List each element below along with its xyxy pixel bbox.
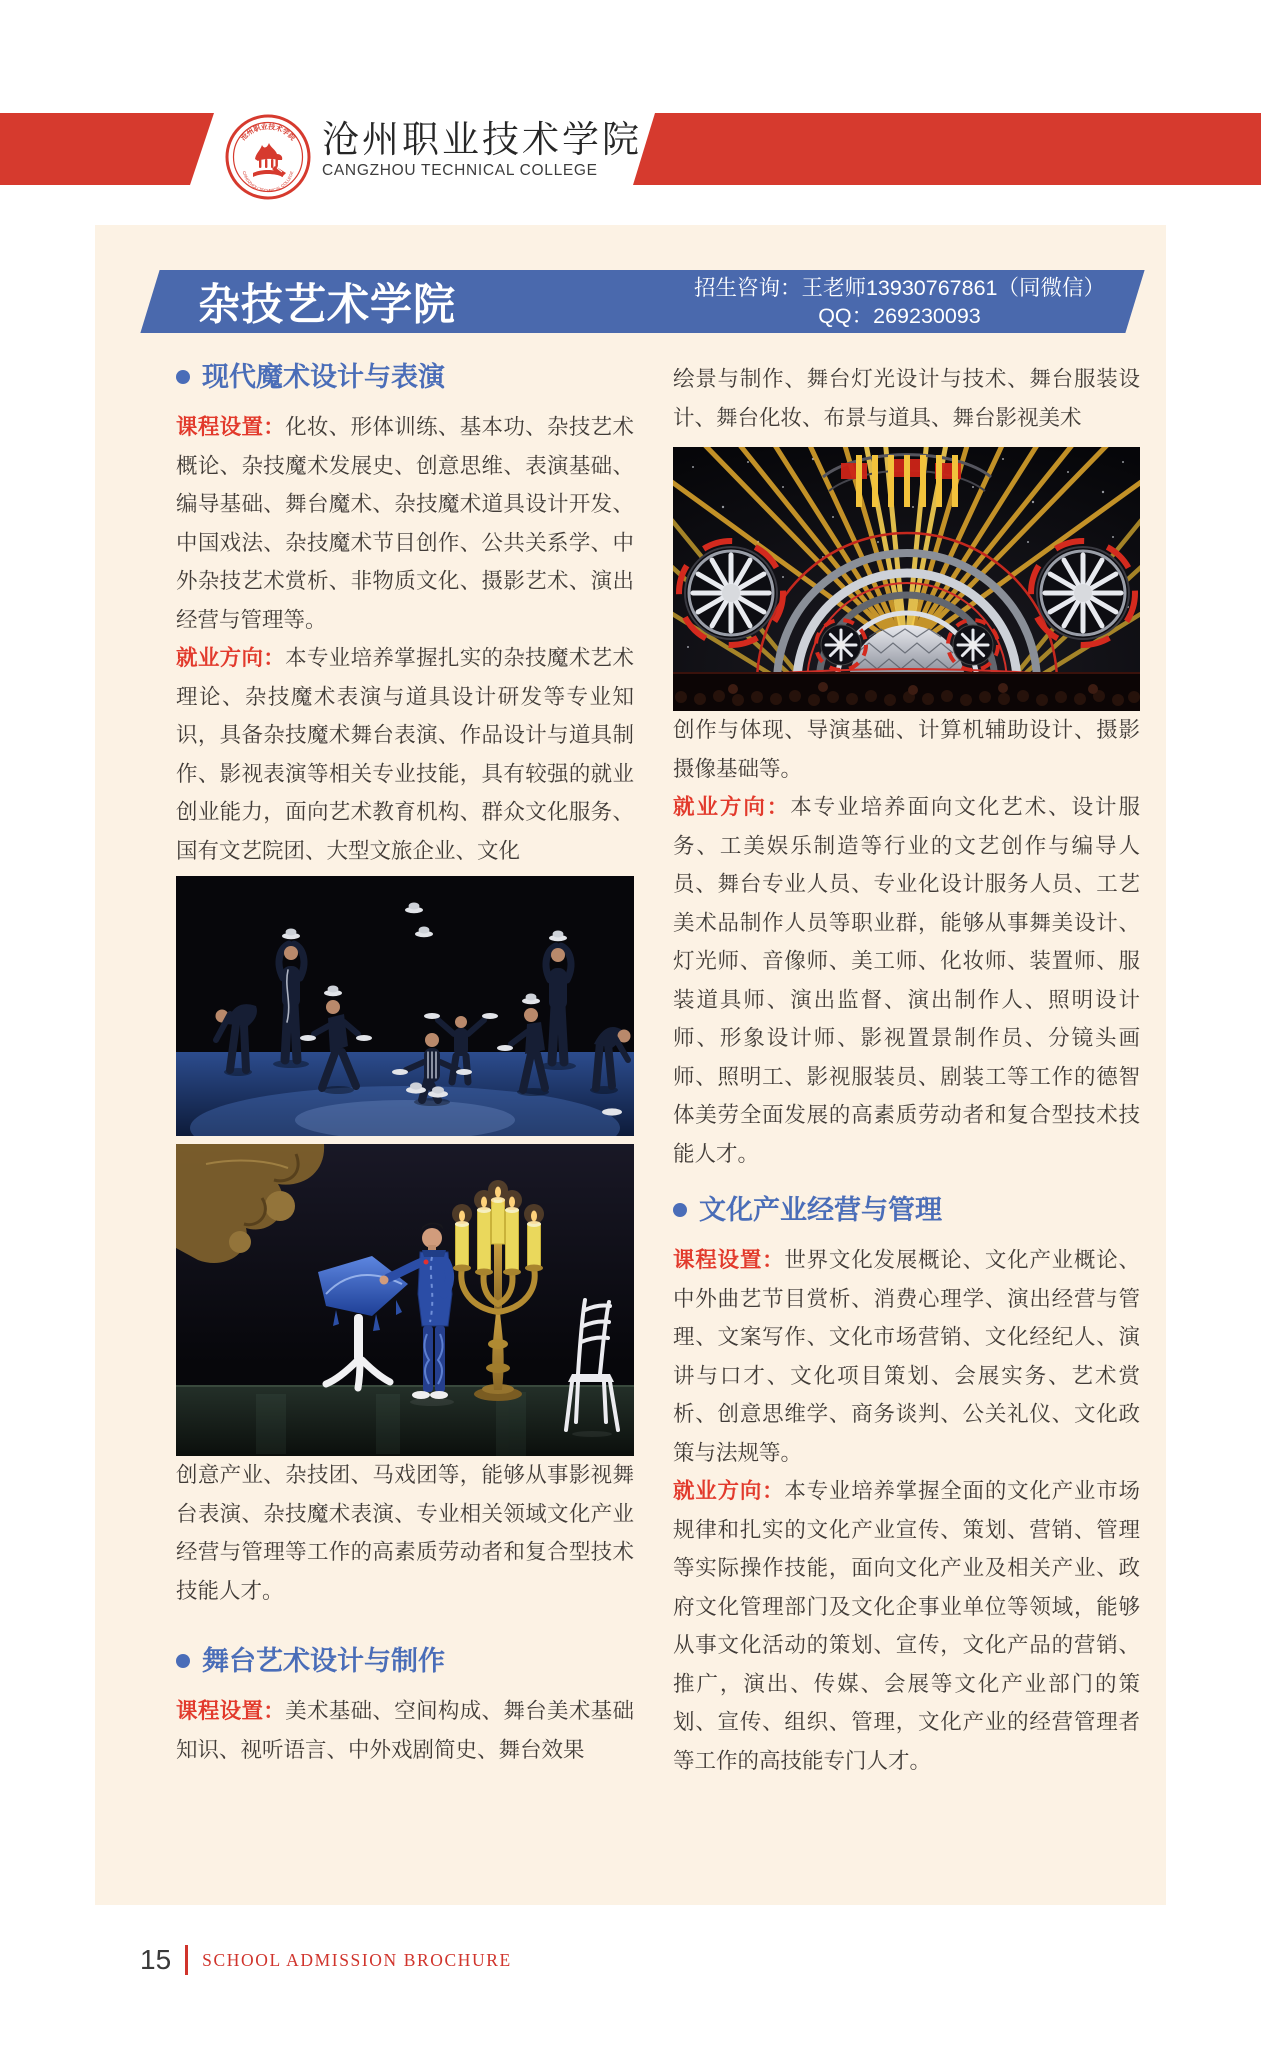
department-title: 杂技艺术学院 (198, 279, 457, 329)
courses-label: 课程设置： (673, 1248, 785, 1272)
page-footer (140, 1944, 512, 1976)
photo-magician (176, 1144, 634, 1456)
courses-continued2-paragraph (673, 711, 1140, 788)
courses-paragraph (176, 408, 634, 639)
courses-continued-text: 绘景与制作、舞台灯光设计与技术、舞台服装设计、舞台化妆、布景与道具、舞台影视美术 (673, 367, 1140, 430)
courses-label: 课程设置： (176, 1699, 286, 1723)
department-banner (150, 270, 1135, 333)
career-label: 就业方向： (673, 1479, 785, 1503)
photo-stage-design (673, 447, 1140, 711)
courses-label: 课程设置： (176, 415, 286, 439)
admission-contact (694, 274, 1105, 330)
section-heading-modern-magic (176, 360, 634, 394)
section-heading-label: 现代魔术设计与表演 (202, 362, 445, 392)
bullet-icon (176, 1654, 190, 1668)
content-panel (95, 225, 1166, 1905)
career-paragraph (176, 639, 634, 870)
career-label: 就业方向： (176, 646, 286, 670)
bullet-icon (176, 370, 190, 384)
courses-text: 世界文化发展概论、文化产业概论、中外曲艺节目赏析、消费心理学、演出经营与管理、文案写作、文化市场营销、文化经纪人、演讲与口才、文化项目策划、会展实务、艺术赏析、创意思维学、商务谈判、公关礼仪、文化政策与法规等。 (673, 1248, 1140, 1465)
footer-brochure-text: SCHOOL ADMISSION BROCHURE (202, 1949, 512, 1970)
contact-line2: QQ：269230093 (818, 303, 981, 328)
acrobats-illustration (176, 876, 634, 1136)
svg-text:沧州职业技术学院: 沧州职业技术学院 (239, 123, 297, 143)
career-continued-paragraph (176, 1456, 634, 1610)
college-name-zh: 沧州职业技术学院 (322, 119, 642, 160)
photo-acrobats (176, 876, 634, 1136)
contact-line1: 招生咨询：王老师13930767861（同微信） (693, 275, 1105, 300)
magician-illustration (176, 1144, 634, 1456)
section-heading-label: 文化产业经营与管理 (699, 1195, 942, 1225)
courses-continued-paragraph (673, 360, 1140, 437)
courses-paragraph (673, 1241, 1140, 1472)
right-column (673, 360, 1140, 1780)
section-heading-culture-industry (673, 1193, 1140, 1227)
page-number: 15 (140, 1944, 172, 1975)
career-paragraph (673, 788, 1140, 1173)
section-heading-label: 舞台艺术设计与制作 (202, 1646, 445, 1676)
college-name-block (322, 121, 642, 179)
career-continued-text: 创意产业、杂技团、马戏团等，能够从事影视舞台表演、杂技魔术表演、专业相关领域文化产业经营与管理等工作的高素质劳动者和复合型技术技能人才。 (176, 1463, 634, 1603)
college-name-en: CANGZHOU TECHNICAL COLLEGE (322, 162, 598, 179)
college-seal-camel-icon (225, 114, 311, 200)
career-label: 就业方向： (673, 795, 791, 819)
career-text: 本专业培养掌握全面的文化产业市场规律和扎实的文化产业宣传、策划、营销、管理等实际操作技能，面向文化产业及相关产业、政府文化管理部门及文化企事业单位等领域，能够从事文化活动的策划、宣传，文化产品的营销、推广，演出、传媒、会展等文化产业部门的策划、宣传、组织、管理，文化产业的经营管理者等工作的高技能专门人才。 (673, 1479, 1140, 1773)
career-paragraph2 (673, 1472, 1140, 1780)
courses-text: 化妆、形体训练、基本功、杂技艺术概论、杂技魔术发展史、创意思维、表演基础、编导基础、舞台魔术、杂技魔术道具设计开发、中国戏法、杂技魔术节目创作、公共关系学、中外杂技艺术赏析、非物质文化、摄影艺术、演出经营与管理等。 (176, 415, 634, 632)
career-text: 本专业培养面向文化艺术、设计服务、工美娱乐制造等行业的文艺创作与编导人员、舞台专业人员、专业化设计服务人员、工艺美术品制作人员等职业群，能够从事舞美设计、灯光师、音像师、美工师、化妆师、装置师、服装道具师、演出监督、演出制作人、照明设计师、形象设计师、影视置景制作员、分镜头画师、照明工、影视服装员、剧装工等工作的德智体美劳全面发展的高素质劳动者和复合型技术技能人才。 (673, 795, 1140, 1166)
courses-paragraph (176, 1692, 634, 1769)
bullet-icon (673, 1203, 687, 1217)
section-heading-stage-art (176, 1644, 634, 1678)
footer-divider (185, 1945, 188, 1975)
courses-text: 美术基础、空间构成、舞台美术基础知识、视听语言、中外戏剧简史、舞台效果 (176, 1699, 634, 1762)
svg-text:CANGZHOU TECHNICAL COLLEGE: CANGZHOU TECHNICAL COLLEGE (241, 170, 295, 194)
stage-illustration (673, 447, 1140, 711)
career-text: 本专业培养掌握扎实的杂技魔术艺术理论、杂技魔术表演与道具设计研发等专业知识，具备杂技魔术舞台表演、作品设计与道具制作、影视表演等相关专业技能，具有较强的就业创业能力，面向艺术教育机构、群众文化服务、国有文艺院团、大型文旅企业、文化 (176, 646, 634, 863)
courses-continued2-text: 创作与体现、导演基础、计算机辅助设计、摄影摄像基础等。 (673, 718, 1140, 781)
left-column (176, 360, 634, 1769)
